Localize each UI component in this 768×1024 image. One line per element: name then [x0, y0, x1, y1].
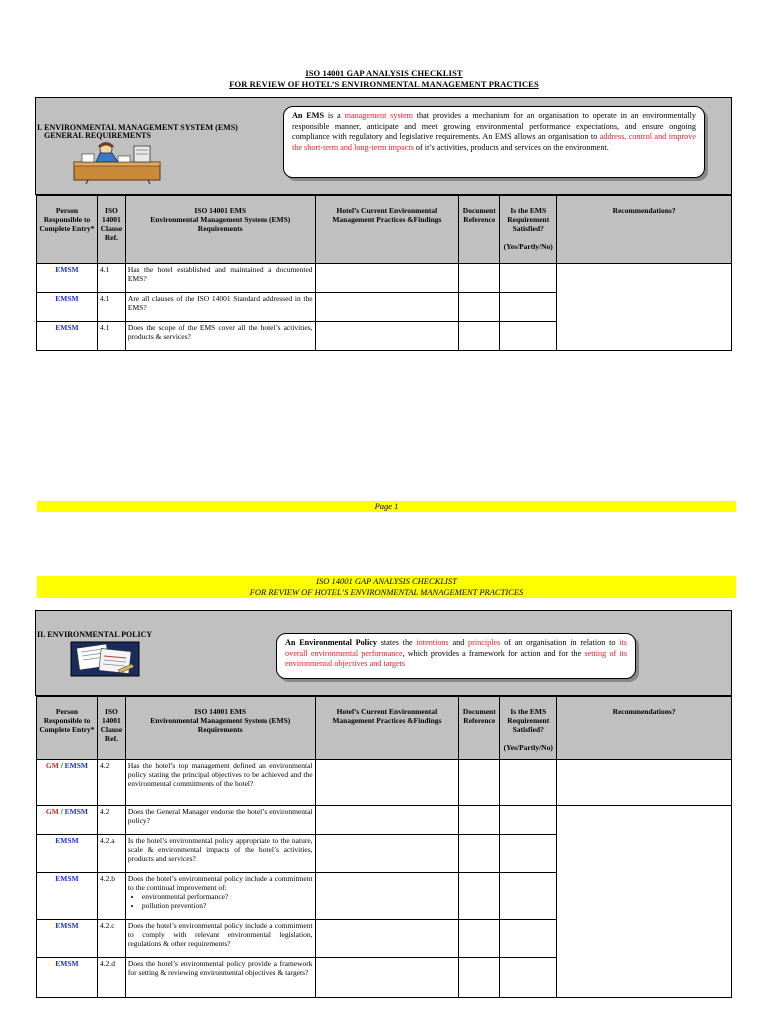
slash: /	[58, 761, 65, 770]
table-header-row	[37, 697, 732, 760]
bullet-list	[128, 892, 313, 910]
satisfied-cell[interactable]	[500, 920, 557, 958]
callout-text: is a	[324, 111, 345, 120]
table-header-row	[37, 196, 732, 264]
document-reference-cell[interactable]	[459, 920, 500, 958]
header-requirements-line1: ISO 14001 EMS	[194, 707, 247, 716]
page1-title-line1: ISO 14001 GAP ANALYSIS CHECKLIST	[305, 68, 463, 78]
requirement-text: Does the scope of the EMS cover all the hotel’s activities, products & services?	[125, 322, 315, 351]
callout-highlight: setting of its environmental objectives and targets	[285, 648, 628, 668]
header-requirements-line2: Environmental Management System (EMS) Requirements	[150, 215, 291, 233]
document-reference-cell[interactable]	[459, 806, 500, 835]
ems-definition-callout	[283, 106, 705, 178]
table-row	[37, 760, 732, 806]
header-recommendations: Recommendations?	[557, 196, 732, 264]
satisfied-cell[interactable]	[500, 322, 557, 351]
clause-ref: 4.2.c	[97, 920, 125, 958]
responsible-person: EMSM	[37, 873, 98, 920]
clause-ref: 4.2.a	[97, 835, 125, 873]
header-requirements-line2: Environmental Management System (EMS) Requirements	[150, 716, 291, 734]
section1-title: I. ENVIRONMENTAL MANAGEMENT SYSTEM (EMS)	[37, 123, 238, 132]
satisfied-cell[interactable]	[500, 760, 557, 806]
clause-ref: 4.2.d	[97, 958, 125, 998]
satisfied-cell[interactable]	[500, 958, 557, 998]
document-reference-cell[interactable]	[459, 264, 500, 293]
header-iso-clause: ISO 14001 Clause Ref.	[97, 196, 125, 264]
document-reference-cell[interactable]	[459, 293, 500, 322]
page1-title-line2: FOR REVIEW OF HOTEL’S ENVIRONMENTAL MANAGEMENT PRACTICES	[229, 79, 539, 89]
requirement-text: Does the General Manager endorse the hotel’s environmental policy?	[125, 806, 315, 835]
requirement-text-main: Does the hotel’s environmental policy include a commitment to the continual improvement of:	[127, 874, 313, 892]
gm-label: GM	[45, 807, 59, 816]
requirement-text: Are all clauses of the ISO 14001 Standard addressed in the EMS?	[125, 293, 315, 322]
header-satisfied-question: Is the EMS Requirement Satisfied?	[507, 206, 550, 233]
responsible-person: EMSM	[37, 322, 98, 351]
header-person: Person Responsible to Complete Entry*	[37, 697, 98, 760]
practices-cell[interactable]	[315, 760, 459, 806]
practices-cell[interactable]	[315, 958, 459, 998]
callout-text: , which provides a framework for action and for the	[402, 648, 585, 658]
page2-title-line1: ISO 14001 GAP ANALYSIS CHECKLIST	[316, 576, 457, 586]
table-row	[37, 806, 732, 835]
callout-text: and	[448, 638, 469, 647]
header-satisfied	[500, 196, 557, 264]
responsible-person: EMSM	[37, 835, 98, 873]
header-requirements	[125, 196, 315, 264]
header-iso-clause: ISO 14001 Clause Ref.	[97, 697, 125, 760]
requirement-text: Does the hotel’s environmental policy provide a framework for setting & reviewing environmental objectives & targets?	[125, 958, 315, 998]
header-person: Person Responsible to Complete Entry*	[37, 196, 98, 264]
header-practices: Hotel’s Current Environmental Management Practices &Findings	[315, 697, 459, 760]
emsm-label: EMSM	[64, 761, 89, 770]
header-practices: Hotel’s Current Environmental Management Practices &Findings	[315, 196, 459, 264]
office-worker-illustration	[68, 140, 164, 184]
header-document-reference: Document Reference	[459, 196, 500, 264]
callout-text: states the	[376, 638, 417, 647]
callout-text: of it’s activities, products and services on the environment.	[413, 142, 609, 152]
callout-highlight: its overall environmental performance	[285, 638, 627, 658]
callout-highlight: intentions	[416, 638, 449, 647]
section1-subtitle: GENERAL REQUIREMENTS	[44, 131, 151, 140]
clause-ref: 4.1	[97, 322, 125, 351]
recommendations-cell[interactable]	[557, 264, 732, 351]
satisfied-cell[interactable]	[500, 293, 557, 322]
document-reference-cell[interactable]	[459, 873, 500, 920]
clause-ref: 4.2	[97, 806, 125, 835]
header-satisfied	[500, 697, 557, 760]
page2-checklist-table	[36, 696, 732, 998]
callout-highlight: management system	[344, 111, 413, 120]
responsible-person: EMSM	[37, 920, 98, 958]
practices-cell[interactable]	[315, 873, 459, 920]
satisfied-cell[interactable]	[500, 873, 557, 920]
callout-text: of an organisation in relation to	[500, 638, 620, 647]
header-document-reference: Document Reference	[459, 697, 500, 760]
ems-term: An EMS	[292, 111, 325, 120]
gm-label: GM	[45, 761, 59, 770]
responsible-person	[37, 806, 98, 835]
satisfied-cell[interactable]	[500, 806, 557, 835]
satisfied-cell[interactable]	[500, 835, 557, 873]
document-reference-cell[interactable]	[459, 760, 500, 806]
responsible-person: EMSM	[37, 293, 98, 322]
bullet-item: • environmental performance?	[142, 892, 313, 901]
clause-ref: 4.1	[97, 293, 125, 322]
practices-cell[interactable]	[315, 293, 459, 322]
policy-documents-illustration	[70, 640, 140, 678]
recommendations-cell[interactable]	[557, 806, 732, 998]
requirement-text: Is the hotel’s environmental policy appropriate to the nature, scale & environmental impacts of the hotel’s activities, products and services?	[125, 835, 315, 873]
emsm-label: EMSM	[64, 807, 89, 816]
policy-term: An Environmental Policy	[285, 638, 377, 647]
callout-text: that provides a mechanism for an organisation to operate in an environmentally responsible manner, anticipate and meet growing environmental performance expectations, and ensure ongoing compliance with regulatory and legislative requirements. An EMS allows an organisation to	[292, 111, 696, 141]
page2-title-line2: FOR REVIEW OF HOTEL’S ENVIRONMENTAL MANAGEMENT PRACTICES	[249, 587, 524, 597]
header-recommendations: Recommendations?	[557, 697, 732, 760]
header-requirements	[125, 697, 315, 760]
practices-cell[interactable]	[315, 322, 459, 351]
page1-checklist-table	[36, 195, 732, 351]
requirement-text: Has the hotel established and maintained a documented EMS?	[125, 264, 315, 293]
header-satisfied-question: Is the EMS Requirement Satisfied?	[507, 707, 550, 734]
practices-cell[interactable]	[315, 835, 459, 873]
slash: /	[58, 807, 65, 816]
responsible-person: EMSM	[37, 958, 98, 998]
practices-cell[interactable]	[315, 806, 459, 835]
bullet-item: • pollution prevention?	[142, 901, 313, 910]
callout-highlight: address, control and improve the short-term and long-term impacts	[292, 132, 696, 152]
header-satisfied-options: (Yes/Partly/No)	[503, 242, 553, 251]
table-row	[37, 264, 732, 293]
recommendations-cell[interactable]	[557, 760, 732, 806]
practices-cell[interactable]	[315, 264, 459, 293]
document-reference-cell[interactable]	[459, 835, 500, 873]
section2-title: II. ENVIRONMENTAL POLICY	[37, 630, 153, 639]
requirement-text: Has the hotel’s top management defined an environmental policy stating the principal objectives to be achieved and the environmental commitments of the hotel?	[125, 760, 315, 806]
header-requirements-line1: ISO 14001 EMS	[194, 206, 247, 215]
requirement-text	[125, 873, 315, 920]
responsible-person	[37, 760, 98, 806]
clause-ref: 4.1	[97, 264, 125, 293]
document-reference-cell[interactable]	[459, 322, 500, 351]
page1-footer: Page 1	[37, 501, 736, 512]
header-satisfied-options: (Yes/Partly/No)	[503, 743, 553, 752]
clause-ref: 4.2	[97, 760, 125, 806]
requirement-text: Does the hotel’s environmental policy include a commitment to comply with relevant environmental legislation, regulations & other requirements?	[125, 920, 315, 958]
satisfied-cell[interactable]	[500, 264, 557, 293]
clause-ref: 4.2.b	[97, 873, 125, 920]
responsible-person: EMSM	[37, 264, 98, 293]
policy-definition-callout	[276, 633, 636, 679]
practices-cell[interactable]	[315, 920, 459, 958]
document-reference-cell[interactable]	[459, 958, 500, 998]
callout-highlight: principles	[468, 638, 501, 647]
